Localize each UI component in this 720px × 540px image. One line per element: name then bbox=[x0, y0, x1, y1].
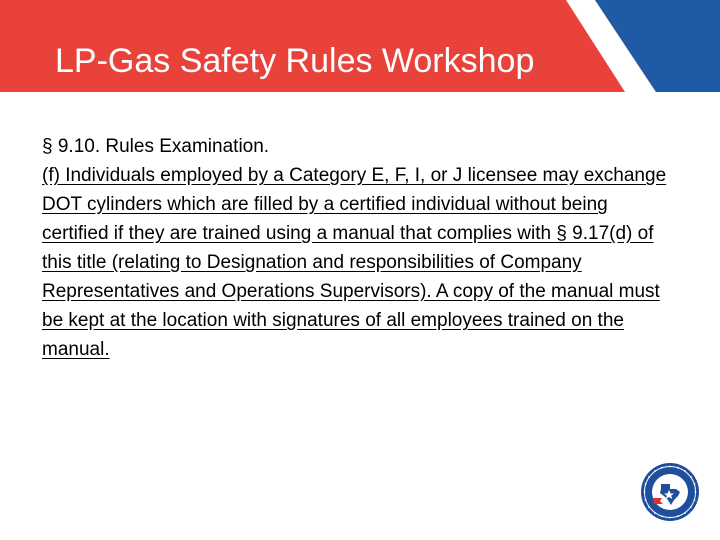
rule-paragraph: (f) Individuals employed by a Category E, F, I, or J licensee may exchange DOT cylinders which are filled by a certified individual without being certified if they are trained using a manual that complies with § 9.17(d) of this title (relating to Designation and responsibilities of Company Representatives and Operations Supervisors). A copy of the manual must be kept at the location with signatures of all employees trained on the manual. bbox=[42, 165, 667, 360]
body-text bbox=[42, 132, 672, 364]
section-heading: § 9.10. Rules Examination. bbox=[42, 136, 270, 157]
slide-title: LP-Gas Safety Rules Workshop bbox=[55, 42, 535, 80]
texas-railroad-commission-seal-icon bbox=[640, 462, 700, 522]
